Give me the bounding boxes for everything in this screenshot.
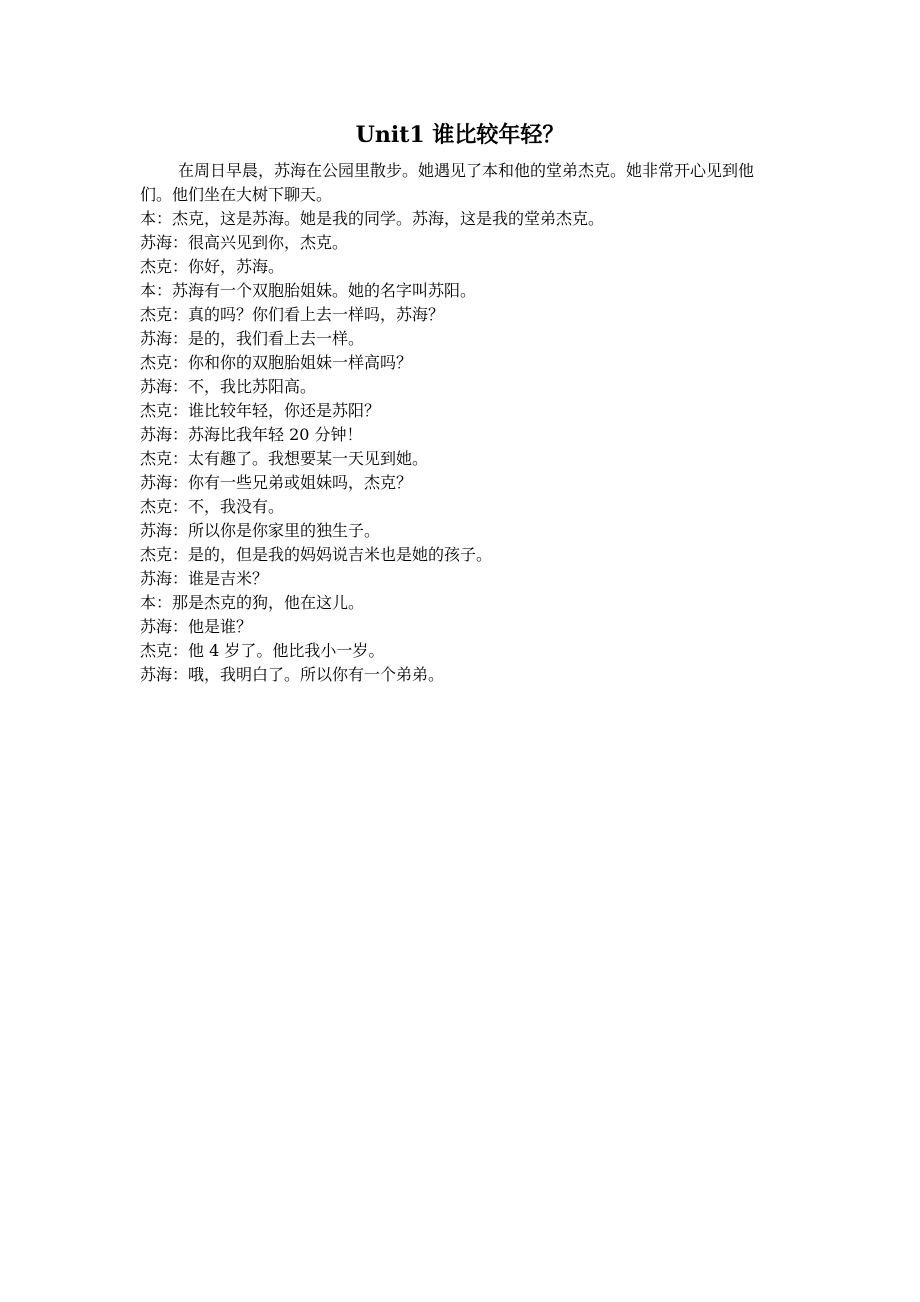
page-title: Unit1 谁比较年轻？: [355, 122, 565, 148]
dialogue-line: 苏海：他是谁？: [140, 617, 253, 636]
dialogue-line: 苏海：谁是吉米？: [140, 569, 269, 588]
dialogue-line: 本：苏海有一个双胞胎姐妹。她的名字叫苏阳。: [140, 281, 477, 300]
dialogue-line: 杰克：不，我没有。: [140, 497, 285, 516]
dialogue-line: 杰克：你好，苏海。: [140, 257, 285, 276]
dialogue-line: 杰克：是的，但是我的妈妈说吉米也是她的孩子。: [140, 545, 493, 564]
dialogue-line: 苏海：很高兴见到你，杰克。: [140, 233, 349, 252]
dialogue-line: 杰克：太有趣了。我想要某一天见到她。: [140, 449, 429, 468]
dialogue-line: 本：那是杰克的狗，他在这儿。: [140, 593, 365, 612]
dialogue-line: 本：杰克，这是苏海。她是我的同学。苏海，这是我的堂弟杰克。: [140, 209, 605, 228]
intro-paragraph: 在周日早晨，苏海在公园里散步。她遇见了本和他的堂弟杰克。她非常开心见到他们。他们坐在大树下聊天。: [140, 161, 755, 204]
dialogue-line: 苏海：你有一些兄弟或姐妹吗，杰克？: [140, 473, 413, 492]
dialogue-line: 苏海：不，我比苏阳高。: [140, 377, 317, 396]
dialogue-line: 苏海：所以你是你家里的独生子。: [140, 521, 381, 540]
dialogue-line: 杰克：他 4 岁了。他比我小一岁。: [140, 641, 385, 660]
dialogue-line: 杰克：真的吗？你们看上去一样吗，苏海？: [140, 305, 445, 324]
dialogue-line: 杰克：你和你的双胞胎姐妹一样高吗？: [140, 353, 413, 372]
dialogue-line: 苏海：是的，我们看上去一样。: [140, 329, 365, 348]
dialogue-line: 苏海：哦，我明白了。所以你有一个弟弟。: [140, 665, 445, 684]
dialogue-body: [140, 159, 785, 687]
dialogue-line: 杰克：谁比较年轻，你还是苏阳？: [140, 401, 381, 420]
dialogue-line: 苏海：苏海比我年轻 20 分钟！: [140, 425, 363, 444]
